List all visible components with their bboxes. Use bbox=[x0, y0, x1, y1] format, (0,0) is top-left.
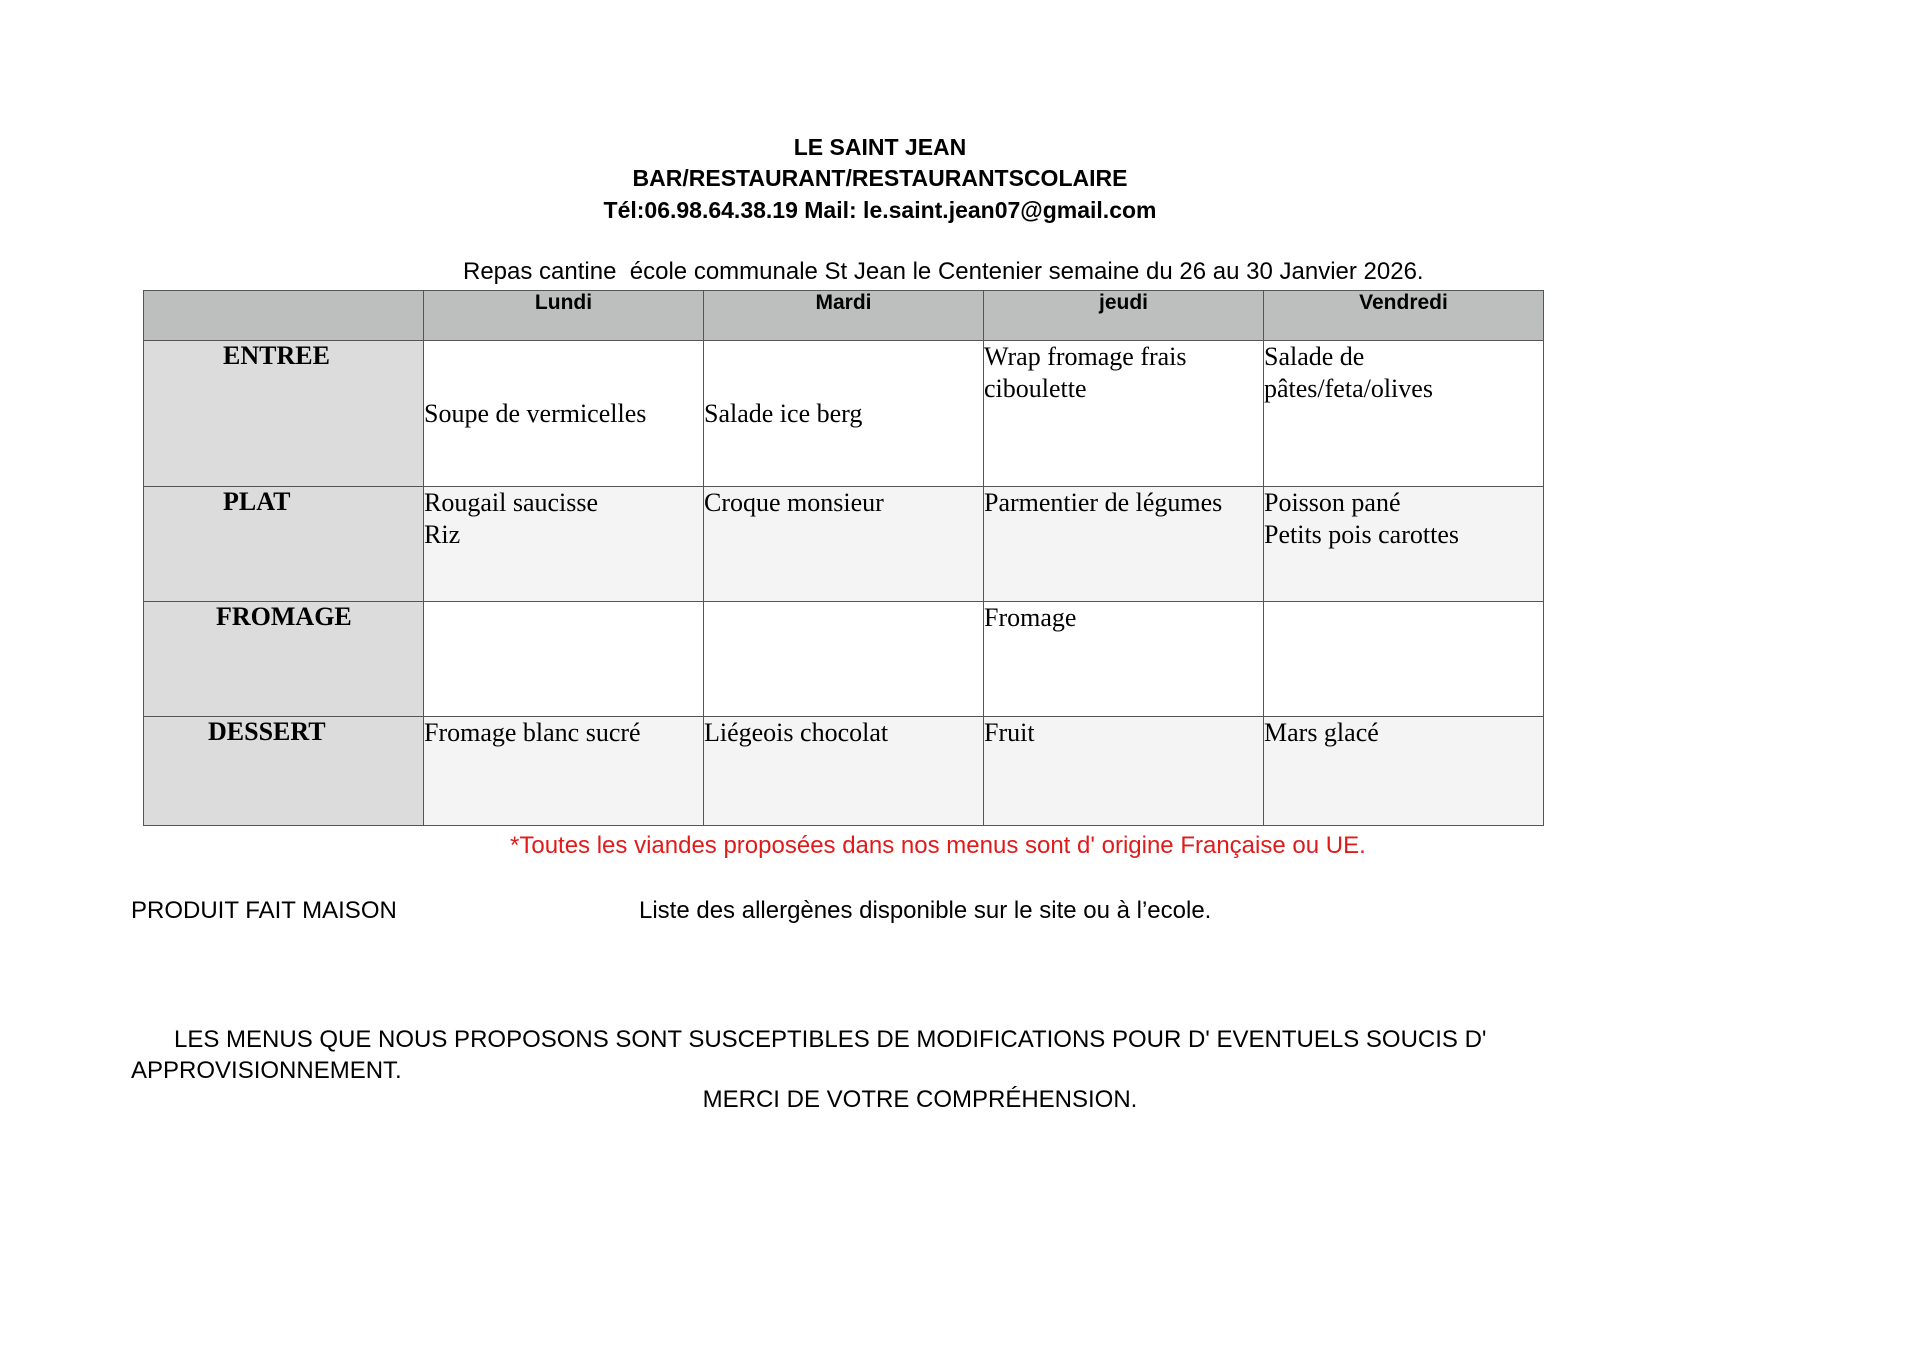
cell-fromage-vendredi bbox=[1264, 602, 1544, 717]
cell-plat-jeudi bbox=[984, 487, 1264, 602]
cell-dessert-jeudi bbox=[984, 717, 1264, 826]
cell-line: Fruit bbox=[984, 718, 1035, 747]
cell-fromage-lundi bbox=[424, 602, 704, 717]
cell-line: ciboulette bbox=[984, 374, 1087, 403]
row-plat bbox=[144, 487, 1544, 602]
cell-line: Wrap fromage frais bbox=[984, 342, 1187, 371]
cell-fromage-jeudi bbox=[984, 602, 1264, 717]
cell-plat-mardi bbox=[704, 487, 984, 602]
day-header-jeudi: jeudi bbox=[984, 291, 1264, 341]
cell-line: Liégeois chocolat bbox=[704, 718, 889, 747]
cell-dessert-vendredi bbox=[1264, 717, 1544, 826]
allergens-note: Liste des allergènes disponible sur le site ou à l’ecole. bbox=[639, 897, 1212, 924]
contact-line: Tél:06.98.64.38.19 Mail: le.saint.jean07@gmail.com bbox=[603, 197, 1157, 223]
cell-fromage-mardi bbox=[704, 602, 984, 717]
table-corner bbox=[144, 291, 424, 341]
menu-table bbox=[143, 290, 1544, 826]
menu-subtitle: Repas cantine école communale St Jean le Centenier semaine du 26 au 30 Janvier 2026. bbox=[463, 258, 1424, 285]
cell-plat-lundi bbox=[424, 487, 704, 602]
modification-warning bbox=[131, 1024, 1571, 1086]
cell-line: Soupe de vermicelles bbox=[424, 398, 647, 428]
fait-maison-label: PRODUIT FAIT MAISON bbox=[131, 897, 397, 924]
cell-line: Parmentier de légumes bbox=[984, 488, 1223, 517]
cell-line: Rougail saucisse bbox=[424, 488, 599, 517]
row-fromage bbox=[144, 602, 1544, 717]
cell-entree-jeudi bbox=[984, 341, 1264, 487]
cell-line: Riz bbox=[424, 520, 461, 549]
cell-line: Fromage bbox=[984, 603, 1077, 632]
cell-line: Salade de bbox=[1264, 342, 1365, 371]
warning-line-1: LES MENUS QUE NOUS PROPOSONS SONT SUSCEPTIBLES DE MODIFICATIONS POUR D' EVENTUELS SOUCIS D' bbox=[174, 1026, 1487, 1053]
cell-line: Petits pois carottes bbox=[1264, 520, 1459, 549]
warning-line-2: APPROVISIONNEMENT. bbox=[131, 1057, 402, 1084]
day-header-mardi: Mardi bbox=[704, 291, 984, 341]
row-entree bbox=[144, 341, 1544, 487]
cell-entree-mardi bbox=[704, 341, 984, 487]
cell-line: Mars glacé bbox=[1264, 718, 1379, 747]
cell-entree-vendredi bbox=[1264, 341, 1544, 487]
cell-line: pâtes/feta/olives bbox=[1264, 374, 1433, 403]
thanks-line: MERCI DE VOTRE COMPRÉHENSION. bbox=[702, 1086, 1138, 1113]
row-label-fromage: FROMAGE bbox=[144, 602, 424, 717]
row-label-dessert: DESSERT bbox=[144, 717, 424, 826]
restaurant-type: BAR/RESTAURANT/RESTAURANTSCOLAIRE bbox=[632, 165, 1128, 191]
cell-line: Salade ice berg bbox=[704, 398, 863, 428]
row-label-plat: PLAT bbox=[144, 487, 424, 602]
restaurant-name: LE SAINT JEAN bbox=[793, 134, 967, 160]
meat-origin-note: *Toutes les viandes proposées dans nos menus sont d' origine Française ou UE. bbox=[510, 832, 1366, 859]
day-header-lundi: Lundi bbox=[424, 291, 704, 341]
cell-dessert-mardi bbox=[704, 717, 984, 826]
cell-line: Croque monsieur bbox=[704, 488, 884, 517]
day-header-vendredi: Vendredi bbox=[1264, 291, 1544, 341]
cell-dessert-lundi bbox=[424, 717, 704, 826]
cell-plat-vendredi bbox=[1264, 487, 1544, 602]
row-label-entree: ENTREE bbox=[144, 341, 424, 487]
cell-entree-lundi bbox=[424, 341, 704, 487]
cell-line: Poisson pané bbox=[1264, 488, 1401, 517]
row-dessert bbox=[144, 717, 1544, 826]
cell-line: Fromage blanc sucré bbox=[424, 718, 641, 747]
